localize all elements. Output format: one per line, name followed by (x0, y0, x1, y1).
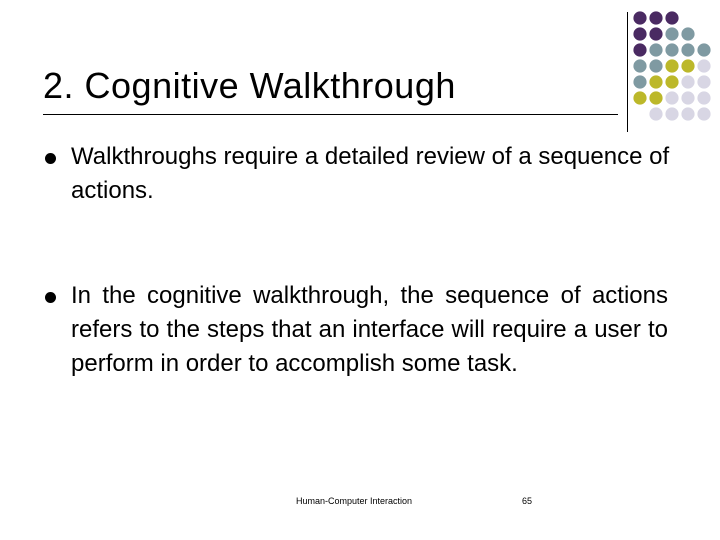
decorative-dot (665, 59, 678, 72)
decorative-dot (665, 75, 678, 88)
footer-page-number: 65 (522, 496, 533, 506)
decorative-dot (665, 27, 678, 40)
decorative-dot (681, 43, 694, 56)
decorative-dot (697, 43, 710, 56)
slide-title: 2. Cognitive Walkthrough (43, 65, 456, 106)
decorative-dot (633, 11, 646, 24)
bullet-text: In the cognitive walkthrough, the sequence of actions refers to the steps that an interface will require a user to perform in order to accomplish some task. (71, 282, 668, 377)
title-underline (43, 114, 618, 115)
decorative-dot (649, 59, 662, 72)
decorative-dot (649, 11, 662, 24)
decorative-dot (633, 27, 646, 40)
decorative-dot (681, 59, 694, 72)
decorative-dot (665, 91, 678, 104)
decorative-dot (681, 75, 694, 88)
decorative-dot (665, 107, 678, 120)
decorative-dot (649, 75, 662, 88)
bullet-text: Walkthroughs require a detailed review of a sequence of actions. (71, 143, 670, 204)
decorative-vertical-rule (627, 12, 628, 132)
decorative-dot (633, 91, 646, 104)
decorative-dot (633, 75, 646, 88)
decorative-dot (633, 59, 646, 72)
decorative-dot (633, 43, 646, 56)
decorative-dot (697, 59, 710, 72)
decorative-dot (697, 75, 710, 88)
decorative-dot (649, 43, 662, 56)
decorative-dot (681, 27, 694, 40)
decorative-dot (681, 107, 694, 120)
decorative-dot (649, 27, 662, 40)
footer-course-title: Human-Computer Interaction (296, 496, 413, 506)
decorative-dot (665, 11, 678, 24)
bullet-marker (45, 292, 56, 303)
decorative-dot (649, 107, 662, 120)
decorative-dot (697, 91, 710, 104)
decorative-dot (697, 107, 710, 120)
bullet-marker (45, 153, 56, 164)
decorative-dot (649, 91, 662, 104)
decorative-dot (681, 91, 694, 104)
decorative-dot (665, 43, 678, 56)
